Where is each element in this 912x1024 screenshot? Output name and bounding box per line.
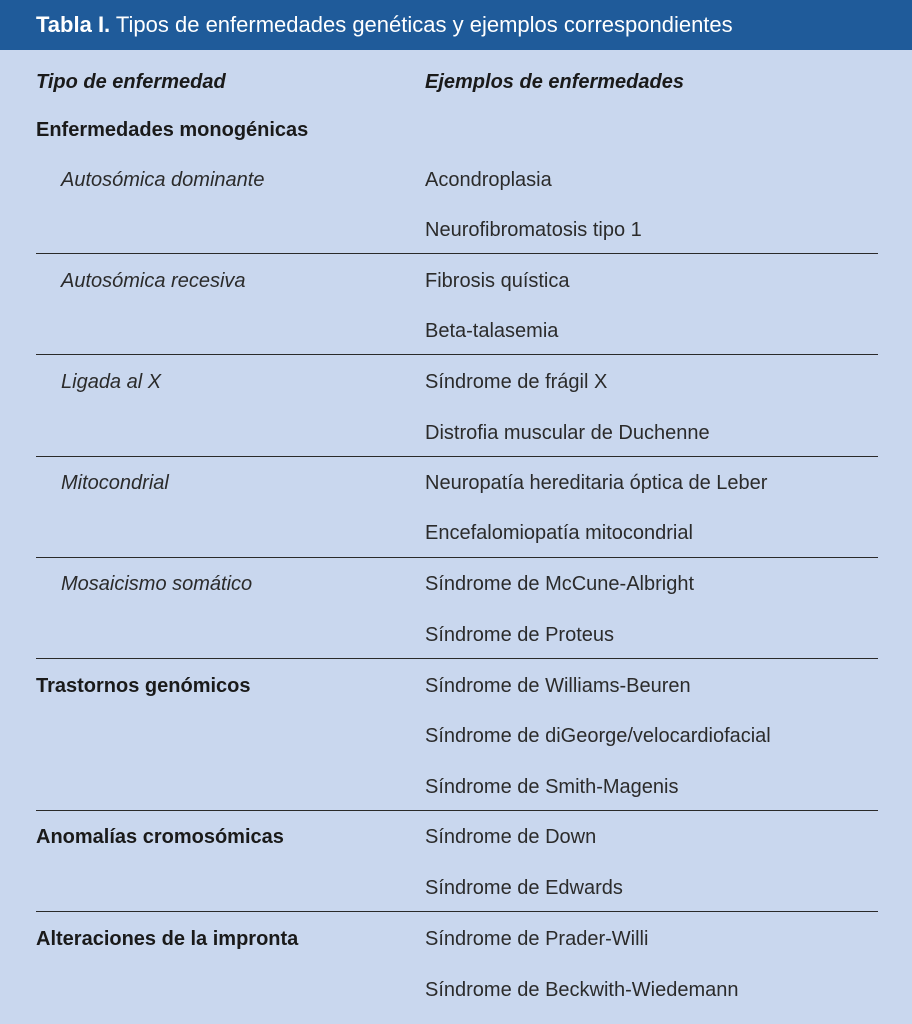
example-cell: Síndrome de McCune-Albright <box>425 573 695 595</box>
table-row <box>0 569 912 599</box>
subtype-label: Autosómica recesiva <box>61 270 246 292</box>
example-cell: Neurofibromatosis tipo 1 <box>425 219 642 241</box>
subtype-label: Ligada al X <box>61 371 162 393</box>
table-row <box>0 721 912 751</box>
table-title-text: Tipos de enfermedades genéticas y ejemplos correspondientes <box>115 12 733 37</box>
example-cell: Síndrome de Williams-Beuren <box>425 675 691 697</box>
table-row <box>0 266 912 296</box>
subtype-label: Mosaicismo somático <box>61 573 253 595</box>
table-row <box>0 115 912 145</box>
example-cell: Fibrosis quística <box>425 270 570 292</box>
table-row <box>0 316 912 346</box>
example-cell: Síndrome de Smith-Magenis <box>425 776 679 798</box>
table-title-label: Tabla I. <box>36 12 111 37</box>
table-row <box>0 468 912 498</box>
example-cell: Neuropatía hereditaria óptica de Leber <box>425 472 768 494</box>
row-divider <box>36 253 878 254</box>
example-cell: Beta-talasemia <box>425 320 559 342</box>
subtype-label: Autosómica dominante <box>61 169 265 191</box>
category-label: Anomalías cromosómicas <box>36 826 284 848</box>
subtype-label: Mitocondrial <box>61 472 169 494</box>
row-divider <box>36 911 878 912</box>
table-row <box>0 772 912 802</box>
table-row <box>0 975 912 1005</box>
row-divider <box>36 354 878 355</box>
table-row <box>0 924 912 954</box>
example-cell: Síndrome de frágil X <box>425 371 608 393</box>
table-title <box>0 0 912 50</box>
table-row <box>0 822 912 852</box>
row-divider <box>36 456 878 457</box>
example-cell: Síndrome de Proteus <box>425 624 614 646</box>
example-cell: Síndrome de Beckwith-Wiedemann <box>425 979 739 1001</box>
row-divider <box>36 810 878 811</box>
example-cell: Distrofia muscular de Duchenne <box>425 422 710 444</box>
table-row <box>0 215 912 245</box>
table-row <box>0 873 912 903</box>
category-label: Alteraciones de la impronta <box>36 928 299 950</box>
table-row <box>0 418 912 448</box>
table-row <box>0 620 912 650</box>
example-cell: Síndrome de Edwards <box>425 877 623 899</box>
example-cell: Síndrome de Down <box>425 826 597 848</box>
example-cell: Síndrome de diGeorge/velocardiofacial <box>425 725 771 747</box>
example-cell: Encefalomiopatía mitocondrial <box>425 522 693 544</box>
table-header-row <box>0 66 912 98</box>
row-divider <box>36 557 878 558</box>
row-divider <box>36 658 878 659</box>
table-row <box>0 671 912 701</box>
header-disease-examples: Ejemplos de enfermedades <box>425 71 684 93</box>
header-disease-type: Tipo de enfermedad <box>36 71 226 93</box>
example-cell: Acondroplasia <box>425 169 552 191</box>
table-row <box>0 367 912 397</box>
example-cell: Síndrome de Prader-Willi <box>425 928 649 950</box>
category-label: Trastornos genómicos <box>36 675 251 697</box>
category-monogenic: Enfermedades monogénicas <box>36 119 309 141</box>
table-row <box>0 165 912 195</box>
table-row <box>0 518 912 548</box>
